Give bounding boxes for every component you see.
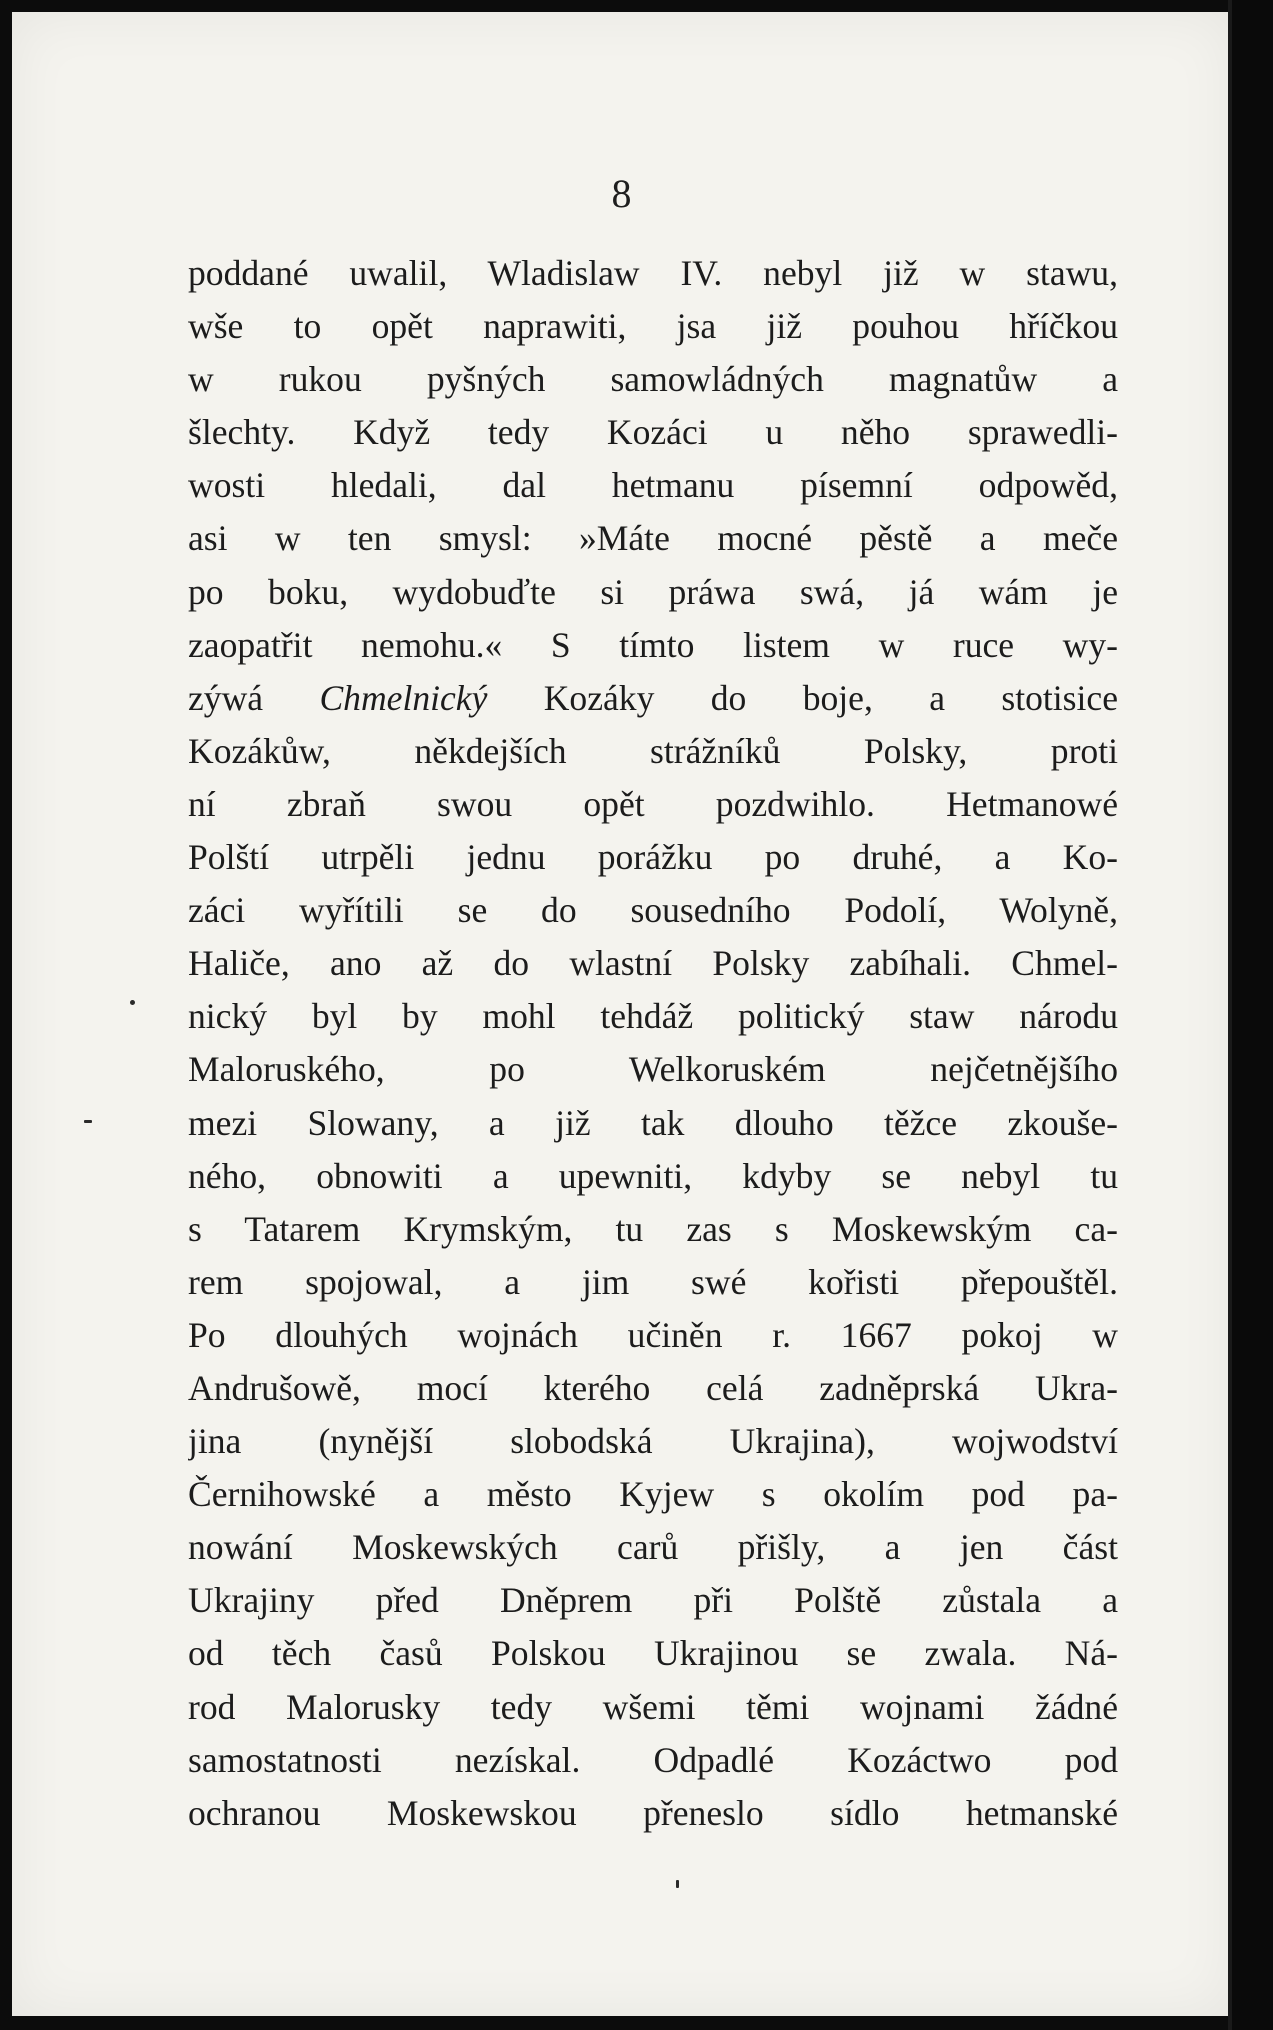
text-line: s Tatarem Krymským, tu zas s Moskewským ca- — [188, 1208, 1118, 1249]
text-line: nický byl by mohl tehdáž politický staw národu — [188, 996, 1118, 1037]
text-line: jina (nynější slobodská Ukrajina), wojwodství — [188, 1421, 1118, 1462]
text-line: wosti hledali, dal hetmanu písemní odpowěd, — [188, 465, 1118, 506]
print-speck — [676, 1880, 679, 1888]
text-segment: zýwá — [188, 677, 320, 718]
text-line: Andrušowě, mocí kterého celá zadněprská Ukra- — [188, 1367, 1118, 1408]
text-line: od těch časů Polskou Ukrajinou se zwala. Ná- — [188, 1633, 1118, 1674]
text-line: rod Malorusky tedy wšemi těmi wojnami žádné — [188, 1686, 1118, 1727]
text-line: Haliče, ano až do wlastní Polsky zabíhali. Chmel- — [188, 943, 1118, 984]
book-page — [12, 12, 1232, 2016]
text-line: ochranou Moskewskou přeneslo sídlo hetmanské — [188, 1792, 1118, 1833]
text-line: Po dlouhých wojnách učiněn r. 1667 pokoj w — [188, 1314, 1118, 1355]
text-line: Polští utrpěli jednu porážku po druhé, a Ko- — [188, 837, 1118, 878]
scan-border-strip — [1232, 0, 1273, 2030]
text-line: wše to opět naprawiti, jsa již pouhou hříčkou — [188, 306, 1118, 347]
text-line: asi w ten smysl: »Máte mocné pěstě a meče — [188, 518, 1118, 559]
text-line: w rukou pyšných samowládných magnatůw a — [188, 359, 1118, 400]
text-line: Ukrajiny před Dněprem při Polště zůstala a — [188, 1580, 1118, 1621]
text-line: záci wyřítili se do sousedního Podolí, Wolyně, — [188, 890, 1118, 931]
text-line: Černihowské a město Kyjew s okolím pod pa- — [188, 1474, 1118, 1515]
text-line: rem spojowal, a jim swé kořisti přepouštěl. — [188, 1261, 1118, 1302]
text-line: samostatnosti nezískal. Odpadlé Kozáctwo pod — [188, 1739, 1118, 1780]
italic-name: Chmelnický — [319, 677, 488, 718]
text-line: mezi Slowany, a již tak dlouho těžce zkouše- — [188, 1102, 1118, 1143]
text-line: Kozákůw, někdejších strážníků Polsky, proti — [188, 730, 1118, 771]
text-line: šlechty. Když tedy Kozáci u něho sprawedli- — [188, 412, 1118, 453]
text-line: nowání Moskewských carů přišly, a jen část — [188, 1527, 1118, 1568]
text-line: zaopatřit nemohu.« S tímto listem w ruce wy- — [188, 624, 1118, 665]
text-line: ní zbraň swou opět pozdwihlo. Hetmanowé — [188, 783, 1118, 824]
text-line: poddané uwalil, Wladislaw IV. nebyl již w stawu, — [188, 253, 1118, 293]
body-text — [188, 247, 1118, 1840]
page-number: 8 — [611, 171, 633, 216]
text-line: ného, obnowiti a upewniti, kdyby se nebyl tu — [188, 1155, 1118, 1196]
text-line — [188, 672, 1118, 725]
text-segment: Kozáky do boje, a stotisice — [487, 677, 1118, 718]
print-speck — [84, 1120, 92, 1123]
text-line: po boku, wydobuďte si práwa swá, já wám je — [188, 571, 1118, 612]
text-line: Maloruského, po Welkoruském nejčetnějšího — [188, 1049, 1118, 1090]
print-speck — [130, 1000, 135, 1005]
